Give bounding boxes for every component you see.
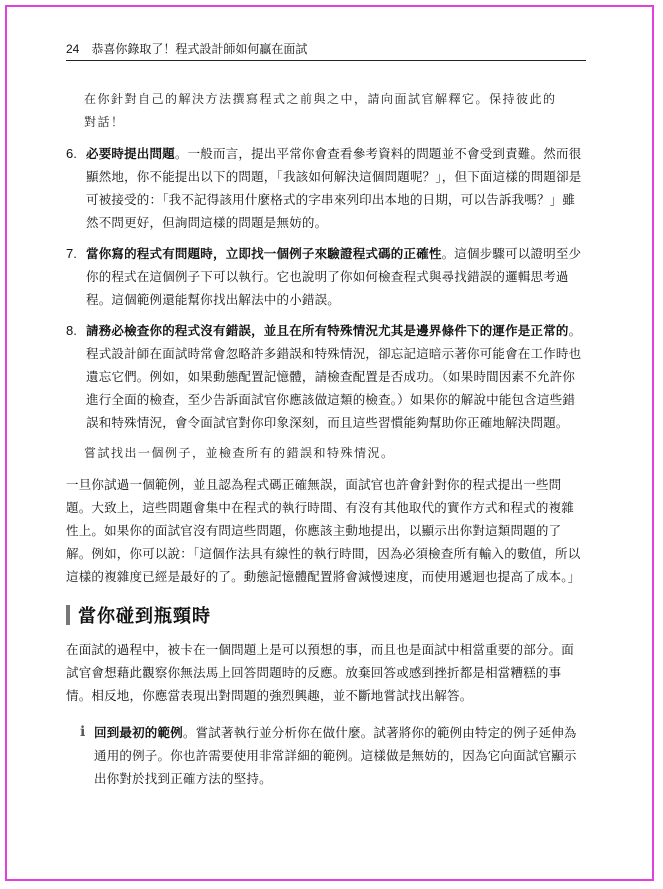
- bullet-item: [80, 721, 586, 790]
- list-item-6: [66, 142, 586, 234]
- paragraph-2: 在面試的過程中，被卡在一個問題上是可以預想的事，而且也是面試中相當重要的部分。面試官會想藉此觀察你無法馬上回答問題時的反應。放棄回答或感到挫折都是相當糟糕的事情。相反地，你應當表現出對問題的強烈興趣，並不斷地嘗試找出解答。: [66, 642, 575, 703]
- section-bar: [66, 605, 70, 625]
- section-heading: [66, 602, 586, 628]
- tip-note-1: 在你針對自己的解決方法撰寫程式之前與之中，請向面試官解釋它。保持彼此的對話！: [84, 92, 557, 129]
- book-title: 恭喜你錄取了！程式設計師如何贏在面試: [91, 42, 308, 56]
- page-number: 24: [66, 42, 80, 56]
- page-header: [66, 40, 586, 61]
- item-number: 8.: [66, 323, 77, 338]
- item-number: 7.: [66, 246, 77, 261]
- paragraph-1: 一旦你試過一個範例，並且認為程式碼正確無誤，面試官也許會針對你的程式提出一些問題。大致上，這些問題會集中在程式的執行時間、有沒有其他取代的實作方式和程式的複雜性上。如果你的面試官沒有問這些問題，你應該主動地提出，以顯示出你對這類問題的了解。例如，你可以說：「這個作法具有線性的執行時間，因為必須檢查所有輸入的數值，所以這樣的複雜度已經是最好的了。動態記憶體配置將會減慢速度，而使用遞迴也提高了成本。」: [66, 477, 581, 584]
- item-text: [86, 319, 586, 434]
- item-text: [86, 142, 586, 234]
- item-bold-lead: 必要時提出問題: [86, 146, 175, 161]
- item-body: 。這個步驟可以證明至少你的程式在這個例子下可以執行。它也說明了你如何檢查程式與尋找錯誤的邏輯思考過程。這個範例還能幫你找出解法中的小錯誤。: [86, 246, 582, 307]
- item-body: 。一般而言，提出平常你會查看參考資料的問題並不會受到責難。然而很顯然地，你不能提出以下的問題，「我該如何解決這個問題呢？」，但下面這樣的問題卻是可被接受的：「我不記得該用什麼格式的字串來列印出本地的日期，可以告訴我嗎？」雖然不問更好，但詢問這樣的問題是無妨的。: [86, 146, 582, 230]
- tip-note-2: 嘗試找出一個例子，並檢查所有的錯誤和特殊情況。: [84, 446, 395, 460]
- info-icon: ℹ: [80, 724, 86, 740]
- list-item-7: [66, 242, 586, 311]
- item-number: 6.: [66, 146, 77, 161]
- item-body: 。程式設計師在面試時常會忽略許多錯誤和特殊情況，卻忘記這暗示著你可能會在工作時也遺忘它們。例如，如果動態配置記憶體，請檢查配置是否成功。（如果時間因素不允許你進行全面的檢查，至少告訴面試官你應該做這類的檢查。）如果你的解說中能包含這些錯誤和特殊情況，會令面試官對你印象深刻，而且這些習慣能夠幫助你正確地解決問題。: [86, 323, 582, 430]
- item-bold-lead: 當你寫的程式有問題時，立即找一個例子來驗證程式碼的正確性: [86, 246, 442, 261]
- item-bold-lead: 請務必檢查你的程式沒有錯誤，並且在所有特殊情況尤其是邊界條件下的運作是正常的: [86, 323, 569, 338]
- bullet-bold-lead: 回到最初的範例: [94, 725, 183, 740]
- bullet-body: 。嘗試著執行並分析你在做什麼。試著將你的範例由特定的例子延伸為通用的例子。你也許需要使用非常詳細的範例。這樣做是無妨的，因為它向面試官顯示出你對於找到正確方法的堅持。: [94, 725, 577, 786]
- page-content: [66, 88, 586, 790]
- list-item-8: [66, 319, 586, 434]
- section-title: 當你碰到瓶頸時: [78, 606, 211, 627]
- item-text: [86, 242, 586, 311]
- bullet-text: [94, 721, 584, 790]
